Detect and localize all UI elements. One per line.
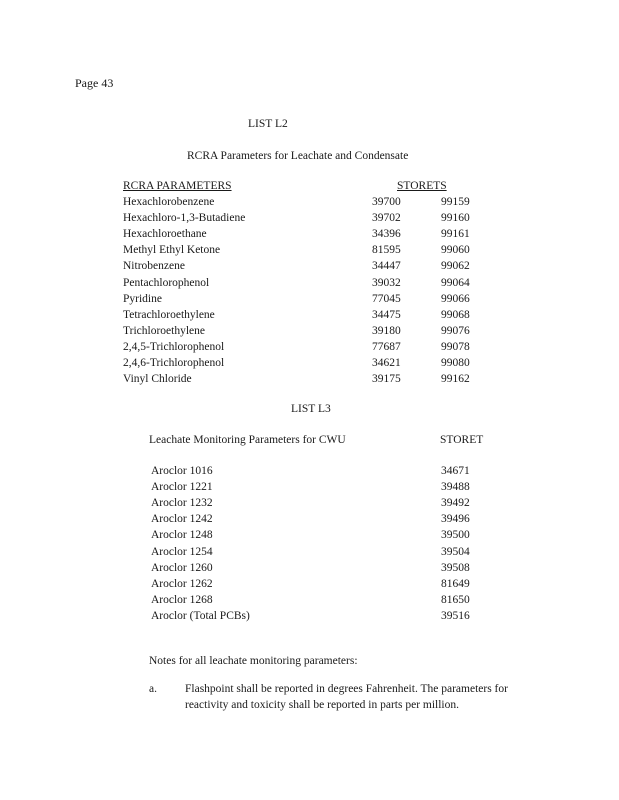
table-row xyxy=(0,513,619,529)
table-row xyxy=(0,244,619,260)
table-row xyxy=(0,481,619,497)
table-row xyxy=(0,341,619,357)
note-line-2: reactivity and toxicity shall be reported in parts per million. xyxy=(185,699,460,711)
parameter-name: Trichloroethylene xyxy=(123,324,205,337)
storet-primary: 81595 xyxy=(372,244,401,257)
storet-secondary: 99060 xyxy=(441,244,470,257)
note-line-1: Flashpoint shall be reported in degrees Fahrenheit. The parameters for xyxy=(185,683,508,695)
parameter-name: Hexachloro-1,3-Butadiene xyxy=(123,212,246,225)
storet-code: 39508 xyxy=(441,561,470,574)
storet-secondary: 99064 xyxy=(441,276,470,289)
storet-code: 39516 xyxy=(441,609,470,622)
storet-primary: 34475 xyxy=(372,308,401,321)
parameter-name: Aroclor (Total PCBs) xyxy=(151,609,250,622)
storet-primary: 39700 xyxy=(372,196,401,208)
table-row xyxy=(0,309,619,325)
parameter-name: Tetrachloroethylene xyxy=(123,308,215,321)
storet-primary: 39180 xyxy=(372,324,401,337)
storet-code: 39488 xyxy=(441,481,470,494)
storet-secondary: 99080 xyxy=(441,357,470,369)
storet-code: 39504 xyxy=(441,545,470,558)
table-row xyxy=(0,357,619,373)
parameter-name: Hexachlorobenzene xyxy=(123,196,215,208)
list-l2-header-param: RCRA PARAMETERS xyxy=(123,180,232,192)
parameter-name: Hexachloroethane xyxy=(123,228,207,241)
parameter-name: 2,4,6-Trichlorophenol xyxy=(123,357,225,369)
storet-secondary: 99160 xyxy=(441,212,470,225)
table-row xyxy=(0,373,619,389)
storet-secondary: 99068 xyxy=(441,308,470,321)
storet-secondary: 99162 xyxy=(441,373,470,386)
table-row xyxy=(0,578,619,594)
list-l3-header-param: Leachate Monitoring Parameters for CWU xyxy=(149,434,346,446)
parameter-name: Aroclor 1232 xyxy=(151,497,213,510)
storet-primary: 77045 xyxy=(372,292,401,305)
table-row xyxy=(0,594,619,610)
parameter-name: Aroclor 1242 xyxy=(151,513,213,526)
storet-secondary: 99066 xyxy=(441,292,470,305)
parameter-name: Aroclor 1262 xyxy=(151,577,213,590)
table-row xyxy=(0,562,619,578)
storet-primary: 39702 xyxy=(372,212,401,225)
storet-primary: 34621 xyxy=(372,357,401,369)
storet-secondary: 99159 xyxy=(441,196,470,208)
parameter-name: Aroclor 1268 xyxy=(151,593,213,606)
parameter-name: Methyl Ethyl Ketone xyxy=(123,244,221,257)
list-l2-header-storets: STORETS xyxy=(397,180,447,192)
storet-secondary: 99161 xyxy=(441,228,470,241)
storet-code: 81650 xyxy=(441,593,470,606)
list-l2-title: LIST L2 xyxy=(248,118,288,130)
notes-title: Notes for all leachate monitoring parameters: xyxy=(149,655,358,667)
table-row xyxy=(0,546,619,562)
storet-primary: 34396 xyxy=(372,228,401,241)
note-marker: a. xyxy=(149,683,157,695)
parameter-name: Aroclor 1248 xyxy=(151,529,213,542)
storet-code: 39492 xyxy=(441,497,470,510)
table-row xyxy=(0,293,619,309)
parameter-name: Aroclor 1260 xyxy=(151,561,213,574)
storet-code: 34671 xyxy=(441,465,470,477)
storet-secondary: 99062 xyxy=(441,260,470,273)
page-label: Page 43 xyxy=(75,76,114,90)
storet-code: 39500 xyxy=(441,529,470,542)
parameter-name: Pentachlorophenol xyxy=(123,276,210,289)
storet-primary: 77687 xyxy=(372,340,401,353)
storet-secondary: 99078 xyxy=(441,340,470,353)
storet-secondary: 99076 xyxy=(441,324,470,337)
storet-code: 81649 xyxy=(441,577,470,590)
parameter-name: Nitrobenzene xyxy=(123,260,185,273)
table-row xyxy=(0,610,619,626)
parameter-name: Aroclor 1221 xyxy=(151,481,213,494)
list-l3-header-storet: STORET xyxy=(440,434,484,446)
table-row xyxy=(0,228,619,244)
table-row xyxy=(0,260,619,276)
storet-primary: 39032 xyxy=(372,276,401,289)
storet-primary: 34447 xyxy=(372,260,401,273)
storet-code: 39496 xyxy=(441,513,470,526)
parameter-name: Aroclor 1254 xyxy=(151,545,213,558)
table-row xyxy=(0,529,619,545)
table-row xyxy=(0,497,619,513)
list-l3-title: LIST L3 xyxy=(291,403,331,415)
table-row xyxy=(0,277,619,293)
table-row xyxy=(0,465,619,481)
parameter-name: Pyridine xyxy=(123,292,162,305)
table-row xyxy=(0,212,619,228)
table-row xyxy=(0,196,619,212)
table-row xyxy=(0,325,619,341)
storet-primary: 39175 xyxy=(372,373,401,386)
parameter-name: Vinyl Chloride xyxy=(123,373,192,386)
parameter-name: Aroclor 1016 xyxy=(151,465,213,477)
parameter-name: 2,4,5-Trichlorophenol xyxy=(123,340,225,353)
list-l2-subtitle: RCRA Parameters for Leachate and Condensate xyxy=(187,150,409,162)
